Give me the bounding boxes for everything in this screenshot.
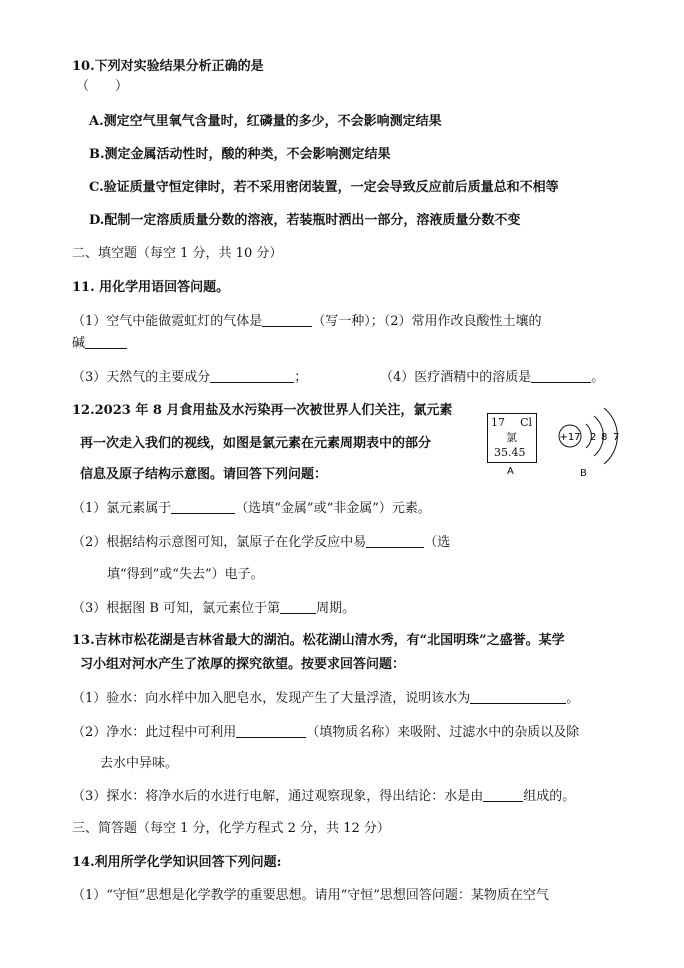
section-3-heading: 三、简答题（每空 1 分，化学方程式 2 分，共 12 分） <box>72 821 390 836</box>
q13-line-2: 习小组对河水产生了浓厚的探究欲望。按要求回答问题： <box>80 657 406 672</box>
q12-line-1: 12.2023 年 8 月食用盐及水污染再一次被世界人们关注，氯元素 <box>72 403 453 418</box>
element-symbol: Cl <box>520 416 532 429</box>
q12-part-1-text-b: （选填“金属”或“非金属”）元素。 <box>235 501 431 516</box>
q12-part-3-text-a: （3）根据图 B 可知，氯元素位于第 <box>72 601 281 616</box>
q13-part-1 <box>72 689 579 708</box>
q12-blank-3[interactable] <box>280 599 316 614</box>
q14-part-1: （1）“守恒”思想是化学教学的重要思想。请用“守恒”思想回答问题：某物质在空气 <box>72 888 549 903</box>
atomic-number: 17 <box>491 416 505 429</box>
shell-2-electrons: 8 <box>601 432 608 443</box>
q10-stem: 10.下列对实验结果分析正确的是 <box>72 59 264 74</box>
q11-line-1-text-b: （写一种）；（2）常用作改良酸性土壤的 <box>312 314 542 329</box>
q13-part-3-text-a: （3）探水：将净水后的水进行电解，通过观察现象，得出结论：水是由 <box>72 789 484 804</box>
q10-option-b: B.测定金属活动性时，酸的种类，不会影响测定结果 <box>89 147 391 162</box>
q13-blank-1[interactable] <box>470 689 566 704</box>
q11-blank-3[interactable] <box>210 368 294 383</box>
q11-line-3-text-a: （3）天然气的主要成分 <box>72 370 211 385</box>
q11-line-3-text-b: ； <box>294 370 308 385</box>
q14-stem: 14.利用所学化学知识回答下列问题: <box>72 855 282 870</box>
atomic-mass: 35.45 <box>494 446 526 459</box>
q13-part-1-text-b: 。 <box>566 691 580 706</box>
q12-part-1 <box>72 499 431 518</box>
q12-part-2-cont: 填“得到”或“失去”）电子。 <box>107 567 264 582</box>
q11-blank-2[interactable] <box>85 334 127 349</box>
figure-a-label: A <box>507 466 514 477</box>
q13-part-3 <box>72 787 575 806</box>
q11-blank-1[interactable] <box>262 312 312 327</box>
nucleus-charge: +17 <box>559 432 581 443</box>
q13-part-2-cont: 去水中异味。 <box>100 756 179 771</box>
q13-part-1-text-a: （1）验水：向水样中加入肥皂水，发现产生了大量浮渣，说明该水为 <box>72 691 471 706</box>
q11-line-3-part-2 <box>380 368 604 387</box>
q10-answer-paren: （ ） <box>76 79 129 94</box>
q12-line-3: 信息及原子结构示意图。请回答下列问题： <box>80 467 328 482</box>
figure-b-label: B <box>580 468 587 479</box>
q11-blank-4[interactable] <box>531 368 591 383</box>
element-name: 氯 <box>506 431 517 444</box>
q13-part-3-text-b: 组成的。 <box>523 789 576 804</box>
element-cell-chlorine <box>487 413 537 463</box>
q12-part-3-text-b: 周期。 <box>316 601 356 616</box>
q11-line-1 <box>72 312 542 331</box>
q10-option-a: A.测定空气里氧气含量时，红磷量的多少，不会影响测定结果 <box>89 114 442 129</box>
q12-part-1-text-a: （1）氯元素属于 <box>72 501 172 516</box>
q11-line-3-text-c: （4）医疗酒精中的溶质是 <box>380 370 532 385</box>
q13-part-2-text-a: （2）净水：此过程中可利用 <box>72 725 237 740</box>
q13-blank-3[interactable] <box>483 787 523 802</box>
q12-blank-2[interactable] <box>366 533 424 548</box>
q10-option-d: D.配制一定溶质质量分数的溶液，若装瓶时洒出一部分，溶液质量分数不变 <box>89 213 521 228</box>
q10-option-c: C.验证质量守恒定律时，若不采用密闭装置，一定会导致反应前后质量总和不相等 <box>89 180 559 195</box>
q11-line-2-text: 碱 <box>72 336 86 351</box>
q11-line-3-text-d: 。 <box>591 370 605 385</box>
q13-part-2 <box>72 723 579 742</box>
q11-line-2 <box>72 334 127 353</box>
q11-line-3 <box>72 368 307 387</box>
q12-line-2: 再一次走入我们的视线，如图是氯元素在元素周期表中的部分 <box>80 436 432 451</box>
section-2-heading: 二、填空题（每空 1 分，共 10 分） <box>72 246 283 261</box>
shell-3-electrons: 7 <box>613 432 620 443</box>
atom-structure-diagram <box>552 400 632 472</box>
q12-part-2 <box>72 533 450 552</box>
q12-blank-1[interactable] <box>171 499 235 514</box>
q12-part-3 <box>72 599 355 618</box>
q11-line-1-text-a: （1）空气中能做霓虹灯的气体是 <box>72 314 263 329</box>
shell-1-electrons: 2 <box>590 432 597 443</box>
q12-part-2-text-b: （选 <box>424 535 451 550</box>
q11-stem: 11. 用化学用语回答问题。 <box>72 280 230 295</box>
q12-part-2-text-a: （2）根据结构示意图可知，氯原子在化学反应中易 <box>72 535 367 550</box>
q13-part-2-text-b: （填物质名称）来吸附、过滤水中的杂质以及除 <box>306 725 580 740</box>
q13-blank-2[interactable] <box>236 723 306 738</box>
q13-line-1: 13.吉林市松花湖是吉林省最大的湖泊。松花湖山清水秀，有“北国明珠”之盛誉。某学 <box>72 633 565 648</box>
